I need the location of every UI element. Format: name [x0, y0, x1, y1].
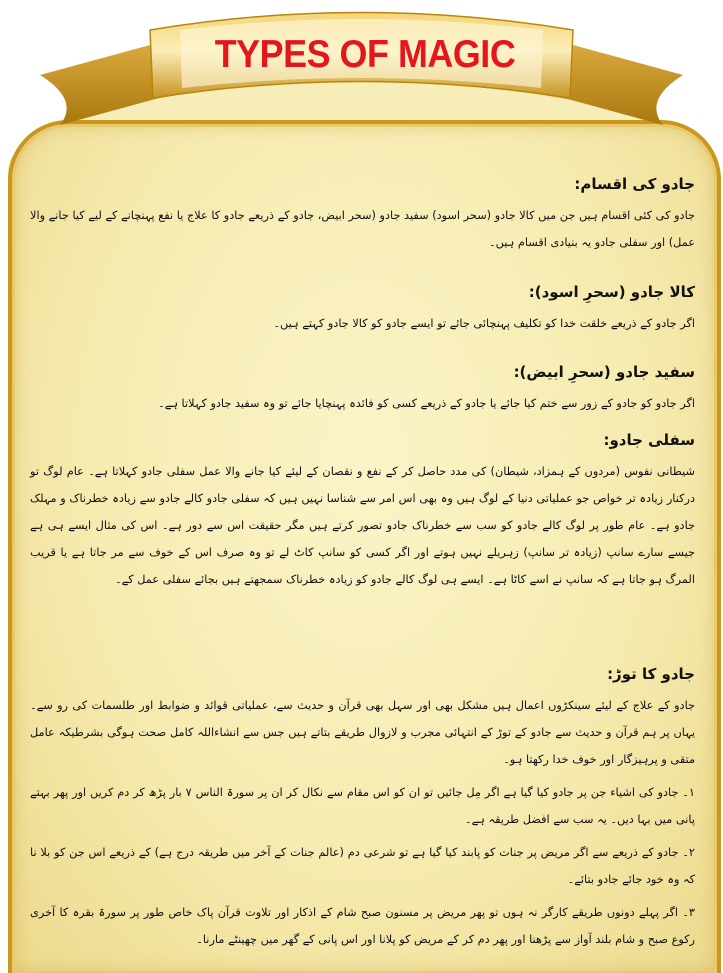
section-paragraph: شیطانی نفوس (مردوں کے ہمزاد، شیطان) کی مدد حاصل کر کے نفع و نقصان کے لیئے کیا جانے والا عمل سفلی جادو کہلاتا ہے۔ عام لوگ تو درکنار زیادہ تر خواص جو عملیاتی دنیا کے لوگ ہیں وہ بھی اس امر سے شناسا نہیں ہیں کہ سفلی جادو کالے جادو سے زیادہ خطرناک و مہلک جادو ہے۔ عام طور پر لوگ کالے جادو کو سب سے خطرناک جادو تصور کرتے ہیں مگر حقیقت اس سے دور ہے۔ اس کی مثال ایسے ہی ہے جیسے سارے سانپ (زیادہ تر سانپ) زہریلے نہیں ہوتے اور اگر کسی کو سانپ کاٹ لے تو وہ صرف اس کے خوف سے مر جاتا ہے یا قریب المرگ ہو جاتا ہے کہ سانپ نے اسے کاٹا ہے۔ ایسے ہی لوگ کالے جادو کو زیادہ خطرناک سمجھتے ہیں بجائے سفلی عمل کے۔	[30, 465, 695, 586]
section-heading: جادو کا توڑ:	[607, 665, 695, 683]
section-paragraph: اگر جادو کو جادو کے زور سے ختم کیا جائے یا جادو کے ذریعے کسی کو فائدہ پہنچایا جائے تو وہ سفید جادو کہلاتا ہے۔	[158, 397, 695, 410]
section-paragraph: جادو کی کئی اقسام ہیں جن میں کالا جادو (سحر اسود) سفید جادو (سحر ابیض، جادو کے ذریعے جادو کا علاج یا نفع پہنچانے کے لیے کیا جانے والا عمل) اور سفلی جادو یہ بنیادی اقسام ہیں۔	[30, 209, 695, 249]
section-paragraph: ۳۔ اگر پہلے دونوں طریقے کارگر نہ ہوں تو پھر مریض پر مسنون صبح شام کے اذکار اور تلاوت قرآن پاک خاص طور پر سورۃ بقرہ کا آخری رکوع صبح و شام بلند آواز سے پڑھنا اور پھر دم کر کے مریض کو پلانا اور اس پانی کے گھر میں چھینٹے مارنا۔	[30, 906, 695, 946]
section-heading: جادو کی اقسام:	[574, 175, 695, 193]
section-heading: سفلی جادو:	[603, 431, 695, 449]
section-types	[30, 172, 695, 262]
section-cure	[30, 662, 695, 959]
section-white-magic	[30, 360, 695, 423]
section-paragraph: ۲۔ جادو کے ذریعے سے اگر مریض پر جنات کو پابند کیا گیا ہے تو شرعی دم (عالم جنات کے آخر میں طریقہ درج ہے) کے ذریعے اس جن کو بلا نا کہ وہ خود جائے جادو بتائے۔	[30, 846, 695, 886]
section-heading: کالا جادو (سحرِ اسود):	[528, 283, 695, 301]
section-black-magic	[30, 280, 695, 343]
section-paragraph: جادو کے علاج کے لیئے سینکڑوں اعمال ہیں مشکل بھی اور سہل بھی قرآن و حدیث سے، عملیاتی قوائد و ضوابط اور طلسمات کی رو سے۔ یہاں پر ہم قرآن و حدیث سے جادو کے توڑ کے انتہائی مجرب و لازوال طریقے بتاتے ہیں جس سے انشاءاللہ کامل صحت ہوگی بشرطیکہ عامل متقی و پرہیزگار اور خوف خدا رکھتا ہو۔	[30, 699, 695, 766]
section-sifli-magic	[30, 428, 695, 599]
banner-title: TYPES OF MAGIC	[214, 33, 516, 76]
section-paragraph: ۱۔ جادو کی اشیاء جن پر جادو کیا گیا ہے اگر مِل جائیں تو ان کو اس مقام سے نکال کر ان پر سورۃ الناس ۷ بار پڑھ کر دم کریں اور پھر بہتے پانی میں بہا دیں۔ یہ سب سے افضل طریقہ ہے۔	[30, 786, 695, 826]
section-heading: سفید جادو (سحرِ ابیض):	[513, 363, 695, 381]
section-paragraph: اگر جادو کے ذریعے خلقت خدا کو تکلیف پہنچائی جائے تو ایسے جادو کو کالا جادو کہتے ہیں۔	[273, 317, 695, 330]
